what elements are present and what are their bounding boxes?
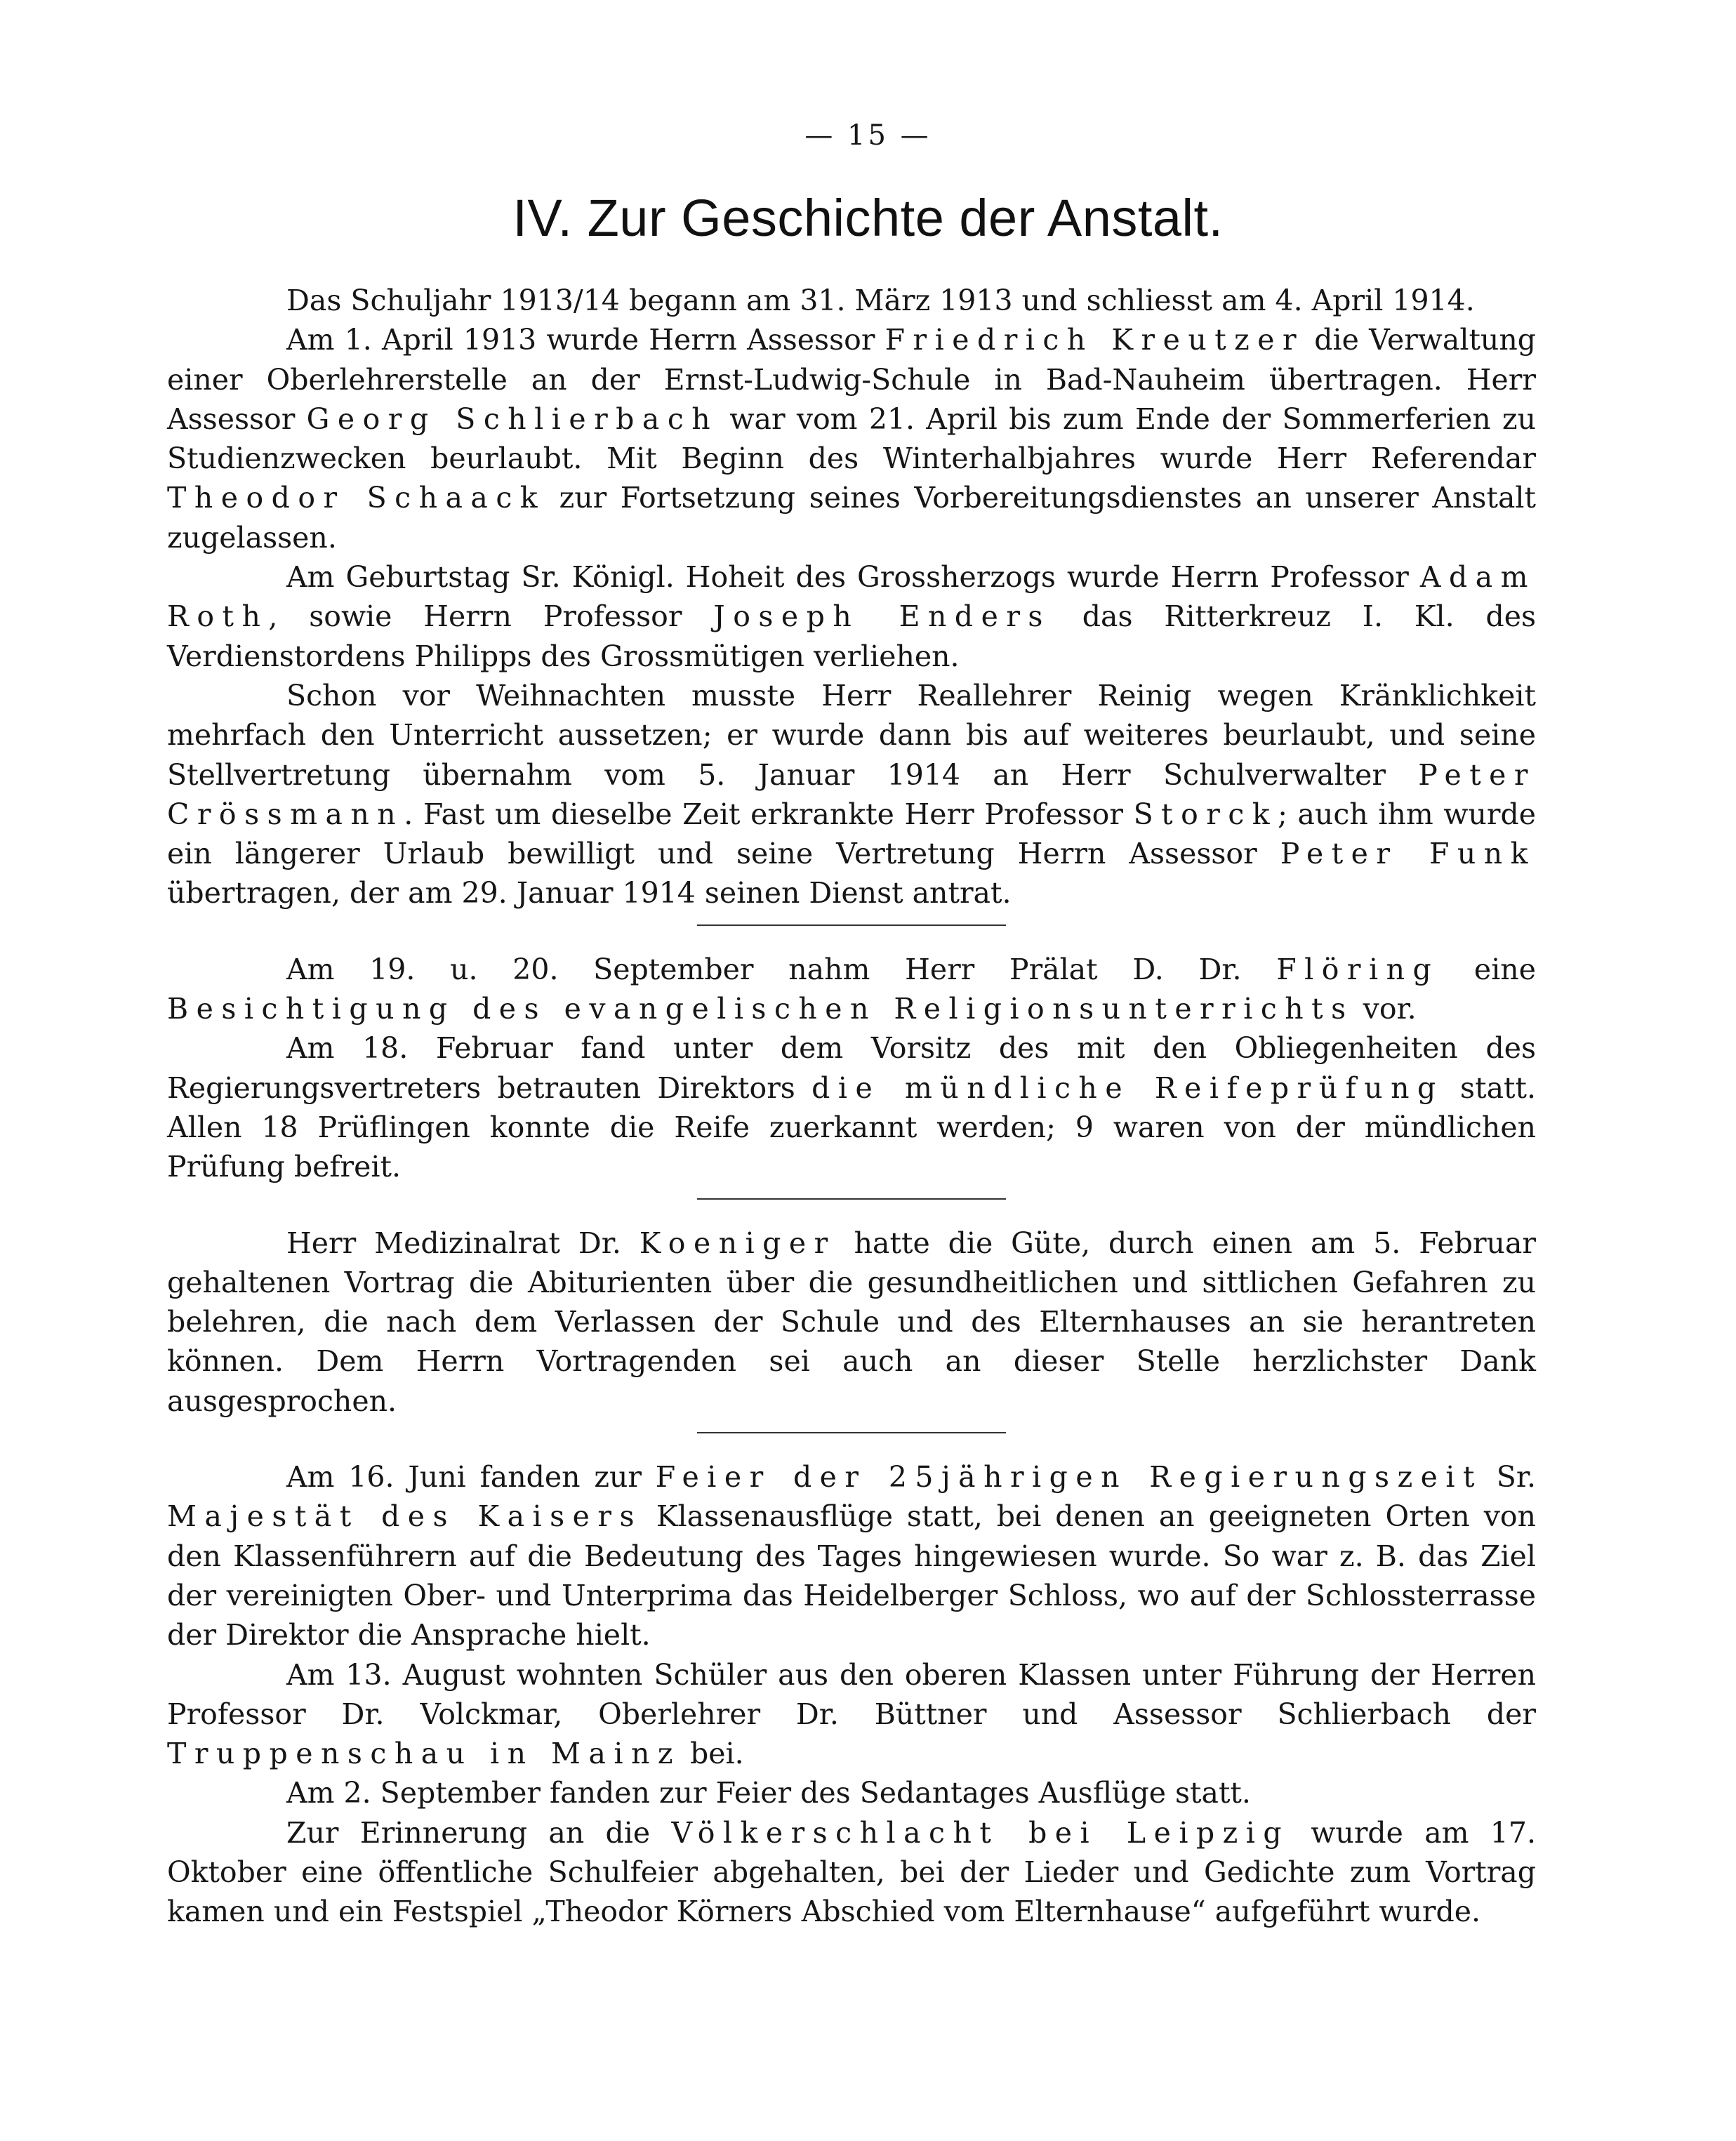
paragraph-lecture: Herr Medizinalrat Dr. Koeniger hatte die Güte, durch einen am 5. Februar gehaltenen Vortrag die Abiturienten über die gesundheitlichen und sittlichen Gefahren zu belehren, die nach dem Verlassen der Schule und des Elternhauses an sie herantreten können. Dem Herrn Vortragenden sei auch an dieser Stelle herzlichster Dank ausgesprochen. <box>167 1226 1536 1418</box>
page-title: IV. Zur Geschichte der Anstalt. <box>512 189 1224 247</box>
paragraph-final-exam: Am 18. Februar fand unter dem Vorsitz des mit den Obliegenheiten des Regierungsvertreters betrauten Direktors die mündliche Reifeprüfung statt. Allen 18 Prüflingen konnte die Reife zuerkannt werden; 9 waren von der mündlichen Prüfung befreit. <box>167 1031 1536 1184</box>
paragraph-inspection: Am 19. u. 20. September nahm Herr Prälat D. Dr. Flöring eine Besichtigung des evangelischen Religionsunterrichts vor. <box>167 952 1536 1026</box>
section-divider <box>697 924 1006 926</box>
paragraph-jubilee: Am 16. Juni fanden zur Feier der 25jährigen Regierungszeit Sr. Majestät des Kaisers Klassenausflüge statt, bei denen an geeigneten Orten von den Klassenführern auf die Bedeutung des Tages hingewiesen wurde. So war z. B. das Ziel der vereinigten Ober- und Unterprima das Heidelberger Schloss, wo auf der Schlossterrasse der Direktor die Ansprache hielt. <box>167 1460 1536 1652</box>
paragraph-troop-review: Am 13. August wohnten Schüler aus den oberen Klassen unter Führung der Herren Professor Dr. Volckmar, Oberlehrer Dr. Büttner und Assessor Schlierbach der Truppenschau in Mainz bei. <box>167 1657 1536 1771</box>
paragraph-sedan-day: Am 2. September fanden zur Feier des Sedantages Ausflüge statt. <box>286 1776 1251 1810</box>
section-divider <box>697 1198 1006 1200</box>
page-number: — 15 — <box>804 119 932 152</box>
paragraph-staff-changes: Am 1. April 1913 wurde Herrn Assessor Friedrich Kreutzer die Verwaltung einer Oberlehrerstelle an der Ernst-Ludwig-Schule in Bad-Nauheim übertragen. Herr Assessor Georg Schlierbach war vom 21. April bis zum Ende der Sommerferien zu Studienzwecken beurlaubt. Mit Beginn des Winterhalbjahres wurde Herr Referendar Theodor Schaack zur Fortsetzung seines Vorbereitungsdienstes an unserer Anstalt zugelassen. <box>167 323 1537 555</box>
body-text <box>167 281 1536 1932</box>
paragraph-school-year: Das Schuljahr 1913/14 begann am 31. März 1913 und schliesst am 4. April 1914. <box>286 284 1475 317</box>
paragraph-illness-leave: Schon vor Weihnachten musste Herr Reallehrer Reinig wegen Kränklichkeit mehrfach den Unterricht aussetzen; er wurde dann bis auf weiteres beurlaubt, und seine Stellvertretung übernahm vom 5. Januar 1914 an Herr Schulverwalter Peter Crössmann. Fast um dieselbe Zeit erkrankte Herr Professor Storck; auch ihm wurde ein längerer Urlaub bewilligt und seine Vertretung Herrn Assessor Peter Funk übertragen, der am 29. Januar 1914 seinen Dienst antrat. <box>167 678 1536 910</box>
paragraph-leipzig-commemoration: Zur Erinnerung an die Völkerschlacht bei Leipzig wurde am 17. Oktober eine öffentliche Schulfeier abgehalten, bei der Lieder und Gedichte zum Vortrag kamen und ein Festspiel „Theodor Körners Abschied vom Elternhause“ aufgeführt wurde. <box>167 1815 1537 1929</box>
section-divider <box>697 1432 1006 1433</box>
paragraph-honours: Am Geburtstag Sr. Königl. Hoheit des Grossherzogs wurde Herrn Professor Adam Roth, sowie Herrn Professor Joseph Enders das Ritterkreuz I. Kl. des Verdienstordens Philipps des Grossmütigen verliehen. <box>167 560 1536 673</box>
